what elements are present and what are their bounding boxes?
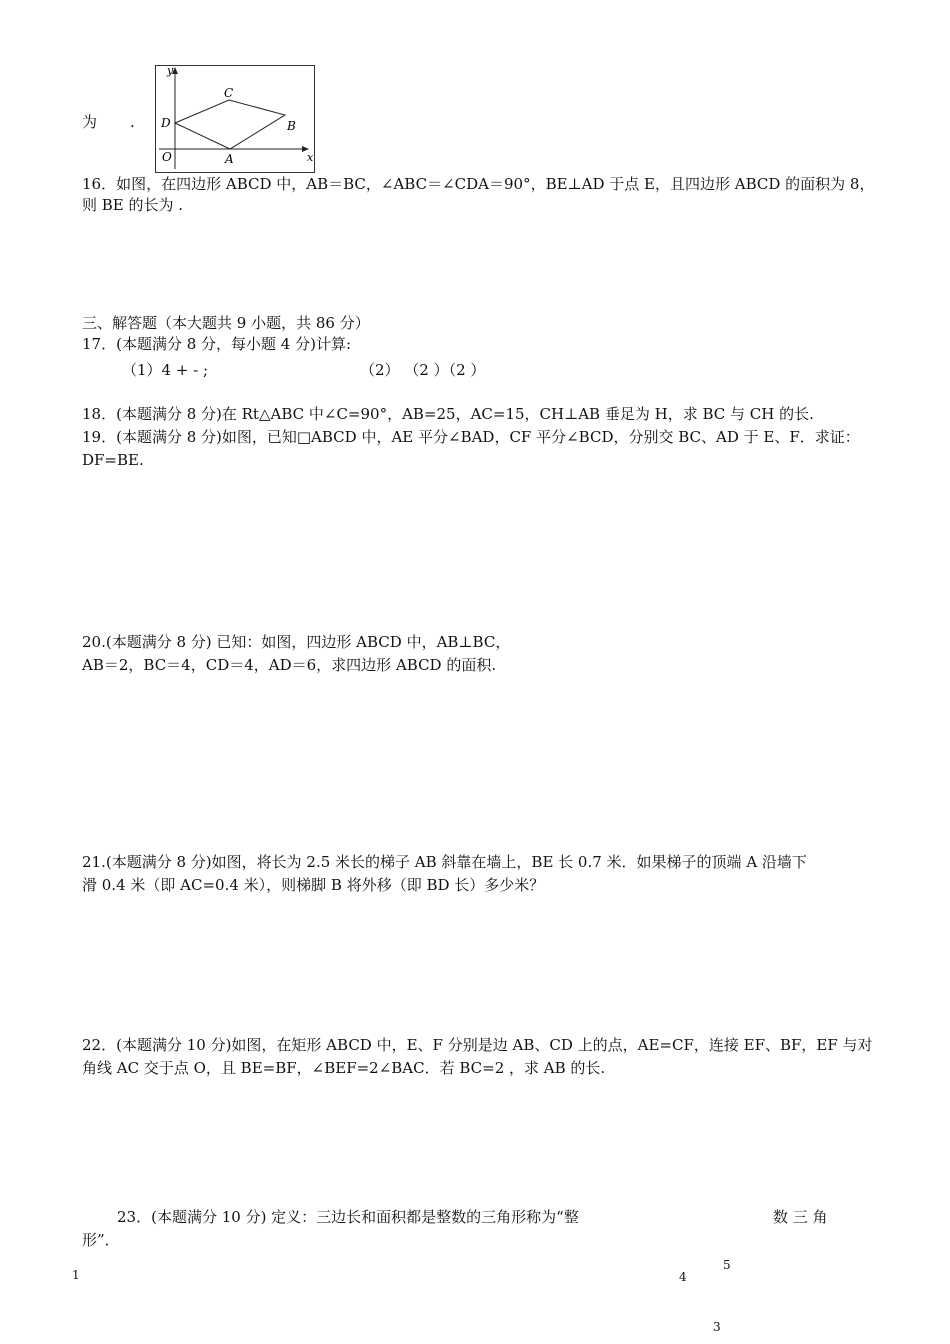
section3-heading: 三、解答题（本大题共 9 小题，共 86 分） [82, 314, 370, 332]
q19-line2: DF=BE. [82, 451, 144, 469]
q20-line1: 20.(本题满分 8 分) 已知：如图，四边形 ABCD 中，AB⊥BC， [82, 633, 511, 651]
q17-part1: （1）4 + - ; [122, 361, 209, 379]
rhombus-abcd [175, 100, 285, 149]
label-a: A [225, 152, 234, 166]
triangle-side-4: 4 [679, 1270, 687, 1284]
label-o: O [162, 150, 172, 164]
q17-part2: （2） （2 ）（2 ） [360, 361, 486, 379]
q19-line1: 19．(本题满分 8 分)如图，已知□ABCD 中，AE 平分∠BAD，CF 平分∠BCD，分别交 BC、AD 于 E、F．求证： [82, 428, 860, 446]
rhombus-figure [155, 65, 315, 173]
q21-line2: 滑 0.4 米（即 AC=0.4 米），则梯脚 B 将外移（即 BD 长）多少米？ [82, 876, 545, 894]
q16-line1: 16．如图，在四边形 ABCD 中，AB＝BC，∠ABC＝∠CDA＝90°，BE⊥AD 于点 E，且四边形 ABCD 的面积为 8， [82, 175, 875, 193]
label-x: x [307, 151, 314, 164]
top-line-suffix: . [130, 113, 135, 131]
label-c: C [224, 86, 234, 100]
q23-line1-left: 23．(本题满分 10 分) 定义：三边长和面积都是整数的三角形称为“整 [117, 1208, 579, 1226]
top-line-prefix: 为 [82, 113, 98, 131]
q22-line1: 22．(本题满分 10 分)如图，在矩形 ABCD 中，E、F 分别是边 AB、CD 上的点，AE=CF，连接 EF、BF，EF 与对 [82, 1036, 873, 1054]
q23-line2: 形”． [82, 1231, 120, 1249]
label-y: y [167, 65, 174, 77]
triangle-side-3: 3 [713, 1320, 721, 1334]
triangle-side-5: 5 [723, 1258, 731, 1272]
page-number: 1 [72, 1268, 80, 1282]
q18-line1: 18．(本题满分 8 分)在 Rt△ABC 中∠C=90°，AB=25，AC=15，CH⊥AB 垂足为 H，求 BC 与 CH 的长. [82, 405, 814, 423]
label-d: D [161, 116, 171, 130]
q20-line2: AB＝2，BC＝4，CD＝4，AD＝6，求四边形 ABCD 的面积. [82, 656, 497, 674]
q21-line1: 21.(本题满分 8 分)如图，将长为 2.5 米长的梯子 AB 斜靠在墙上，BE 长 0.7 米．如果梯子的顶端 A 沿墙下 [82, 853, 807, 871]
q17-intro: 17．(本题满分 8 分，每小题 4 分)计算: [82, 335, 352, 353]
label-b: B [287, 119, 296, 133]
q16-line2: 则 BE 的长为 . [82, 196, 184, 214]
q23-line1-right: 数 三 角 [773, 1208, 828, 1226]
q22-line2: 角线 AC 交于点 O，且 BE=BF，∠BEF=2∠BAC．若 BC=2 ，求 AB 的长. [82, 1059, 606, 1077]
